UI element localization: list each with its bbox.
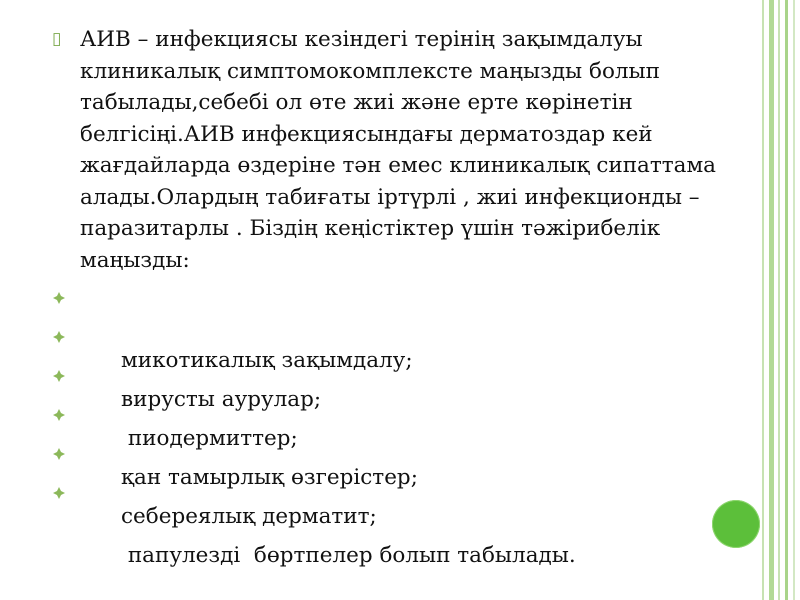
frame-line xyxy=(793,0,795,600)
slide-content xyxy=(52,24,752,568)
list-item-text: микотикалық зақымдалу; xyxy=(121,348,413,373)
square-bullet-icon: ▯ xyxy=(52,29,62,49)
diamond-bullet-icon xyxy=(52,447,66,461)
frame-line xyxy=(762,0,764,600)
list-item-text: қан тамырлық өзгерістер; xyxy=(121,465,418,490)
decorative-green-circle xyxy=(712,500,760,548)
diamond-bullet-icon xyxy=(52,486,66,500)
diamond-bullet-icon xyxy=(52,291,66,305)
frame-line xyxy=(785,0,788,600)
list-item-text: папулезді бөртпелер болып табылады. xyxy=(121,543,576,568)
intro-paragraph-text: АИВ – инфекциясы кезіндегі терінің зақымдалуы клиникалық симптомокомплексте маңызды болып табылады,себебі ол өте жиі және ерте көрінетін белгісіңі.АИВ инфекциясындағы дерматоздар кей жағдайларда өздеріне тән емес клиникалық сипаттама алады.Олардың табиғаты іртүрлі , жиі инфекционды – паразитарлы . Біздің кеңістіктер үшін тәжірибелік маңызды: xyxy=(80,27,716,273)
list-item xyxy=(52,282,752,373)
decorative-frame-lines xyxy=(760,0,800,600)
list-item-text: пиодермиттер; xyxy=(121,426,298,451)
diamond-bullet-icon xyxy=(52,330,66,344)
frame-line xyxy=(769,0,774,600)
frame-line xyxy=(778,0,780,600)
list-item-text: вирусты аурулар; xyxy=(121,387,322,412)
diamond-bullet-icon xyxy=(52,369,66,383)
bullet-list xyxy=(52,282,752,568)
list-item-text: себереялық дерматит; xyxy=(121,504,377,529)
diamond-bullet-icon xyxy=(52,408,66,422)
intro-paragraph xyxy=(52,24,752,276)
